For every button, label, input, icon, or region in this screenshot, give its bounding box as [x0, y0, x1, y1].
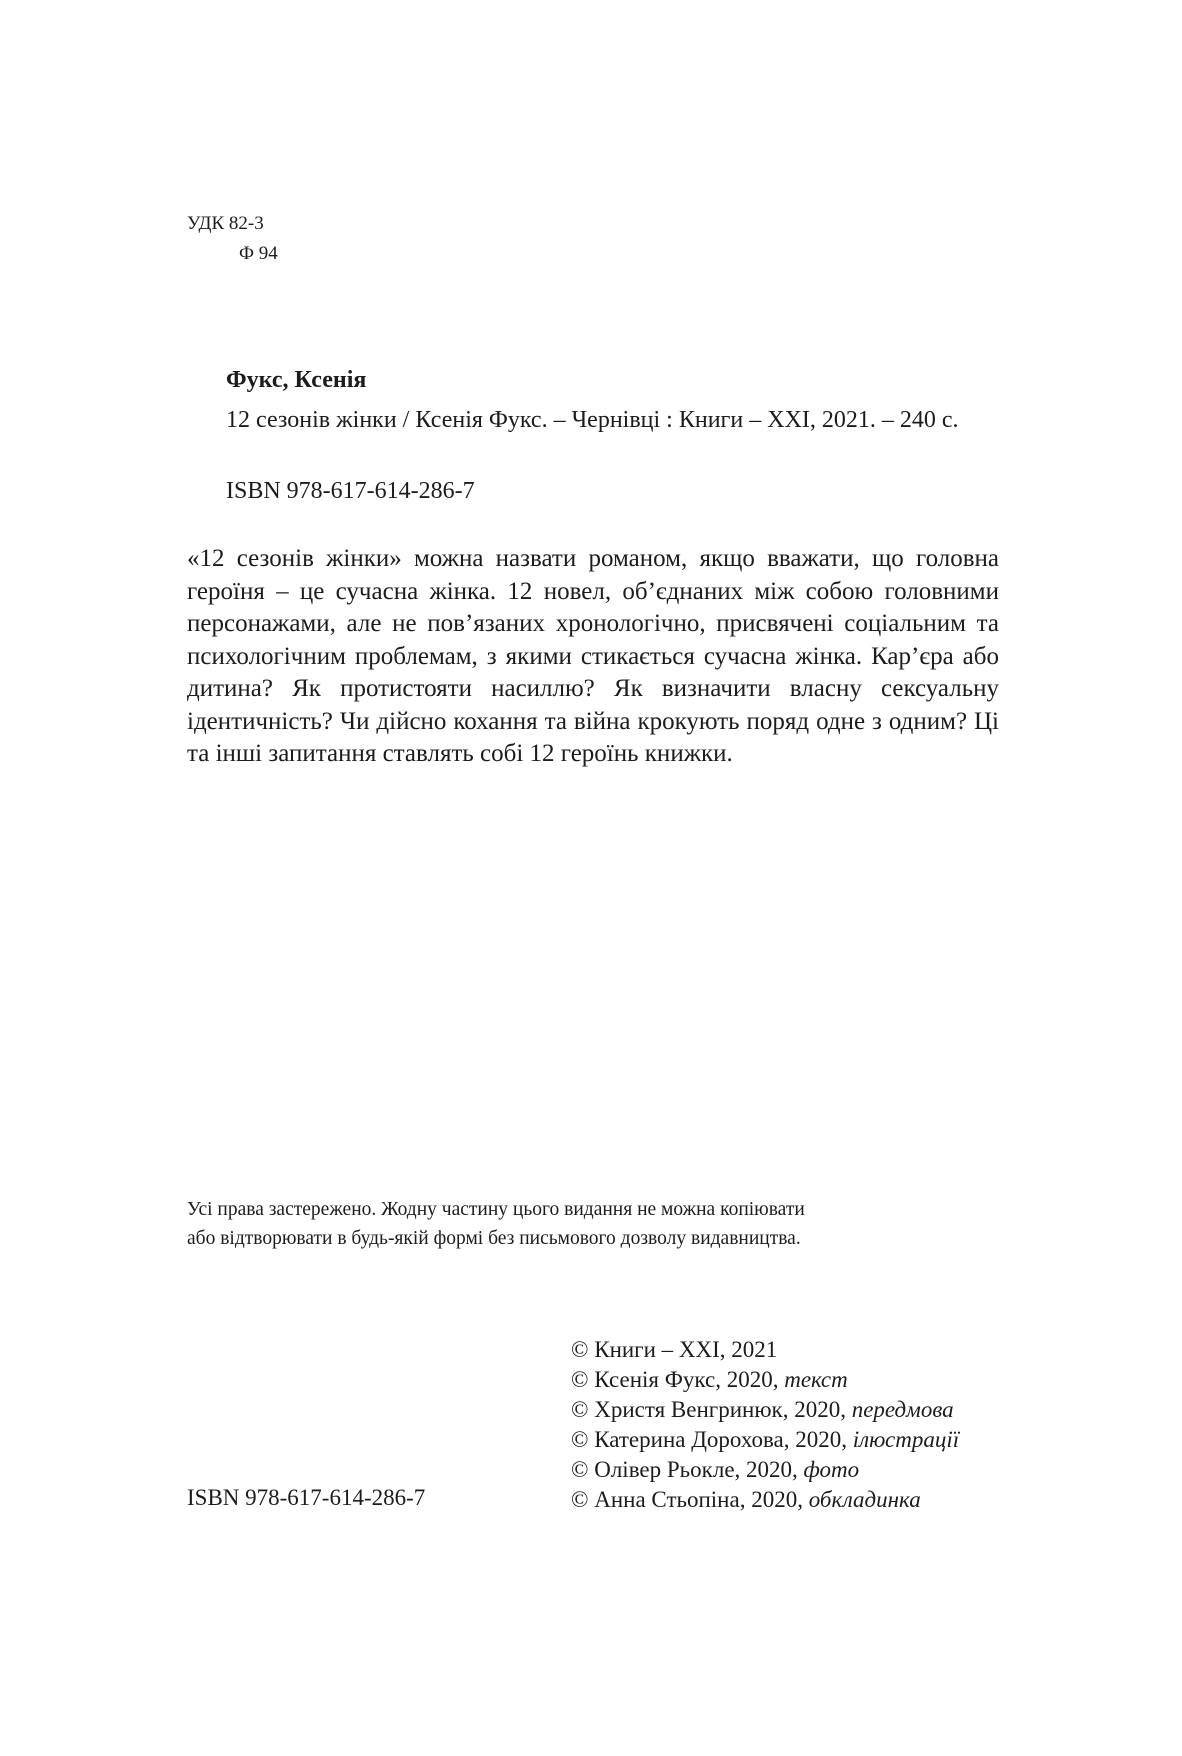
- copyright-line: © Христя Венгринюк, 2020, передмова: [571, 1397, 954, 1422]
- udk-code: УДК 82-3: [187, 213, 264, 234]
- rights-line-2: або відтворювати в будь-якій формі без письмового дозволу видавництва.: [187, 1228, 801, 1249]
- copyright-list: [571, 1335, 959, 1515]
- copyright-line: © Катерина Дорохова, 2020, ілюстрації: [571, 1427, 960, 1452]
- udk-block: [187, 209, 278, 269]
- copyright-role: текст: [784, 1367, 848, 1392]
- rights-notice: [187, 1195, 805, 1253]
- copyright-line: © Анна Стьопіна, 2020, обкладинка: [571, 1487, 921, 1512]
- copyright-line: © Книги – ХХІ, 2021: [571, 1337, 778, 1362]
- author-mark: Ф 94: [239, 243, 278, 264]
- isbn-bottom: ISBN 978-617-614-286-7: [187, 1485, 426, 1510]
- record-author: Фукс, Ксенія: [226, 367, 367, 393]
- copyright-role: передмова: [851, 1397, 954, 1422]
- rights-line-1: Усі права застережено. Жодну частину цього видання не можна копіювати: [187, 1199, 805, 1220]
- copyright-line: © Ксенія Фукс, 2020, текст: [571, 1367, 848, 1392]
- copyright-role: ілюстрації: [852, 1427, 960, 1452]
- copyright-role: обкладинка: [808, 1487, 921, 1512]
- copyright-role: фото: [803, 1457, 860, 1482]
- bibliographic-description: 12 сезонів жінки / Ксенія Фукс. – Чернівці : Книги – ХХІ, 2021. – 240 с.: [226, 407, 959, 433]
- copyright-line: © Олівер Рьокле, 2020, фото: [571, 1457, 860, 1482]
- annotation-paragraph: «12 сезонів жінки» можна назвати романом, якщо вважати, що головна героїня – це сучасна жінка. 12 новел, об’єднаних між собою головними персонажами, але не пов’язаних хронологічно, присвячені соціальним та психологічним проблемам, з якими стикається сучасна жінка. Кар’єра або дитина? Як протистояти насиллю? Як визначити власну сексуальну ідентичність? Чи дійсно кохання та війна крокують поряд одне з одним? Ці та інші запитання ставлять собі 12 героїнь книжки.: [187, 545, 999, 767]
- record-isbn: ISBN 978-617-614-286-7: [226, 478, 475, 504]
